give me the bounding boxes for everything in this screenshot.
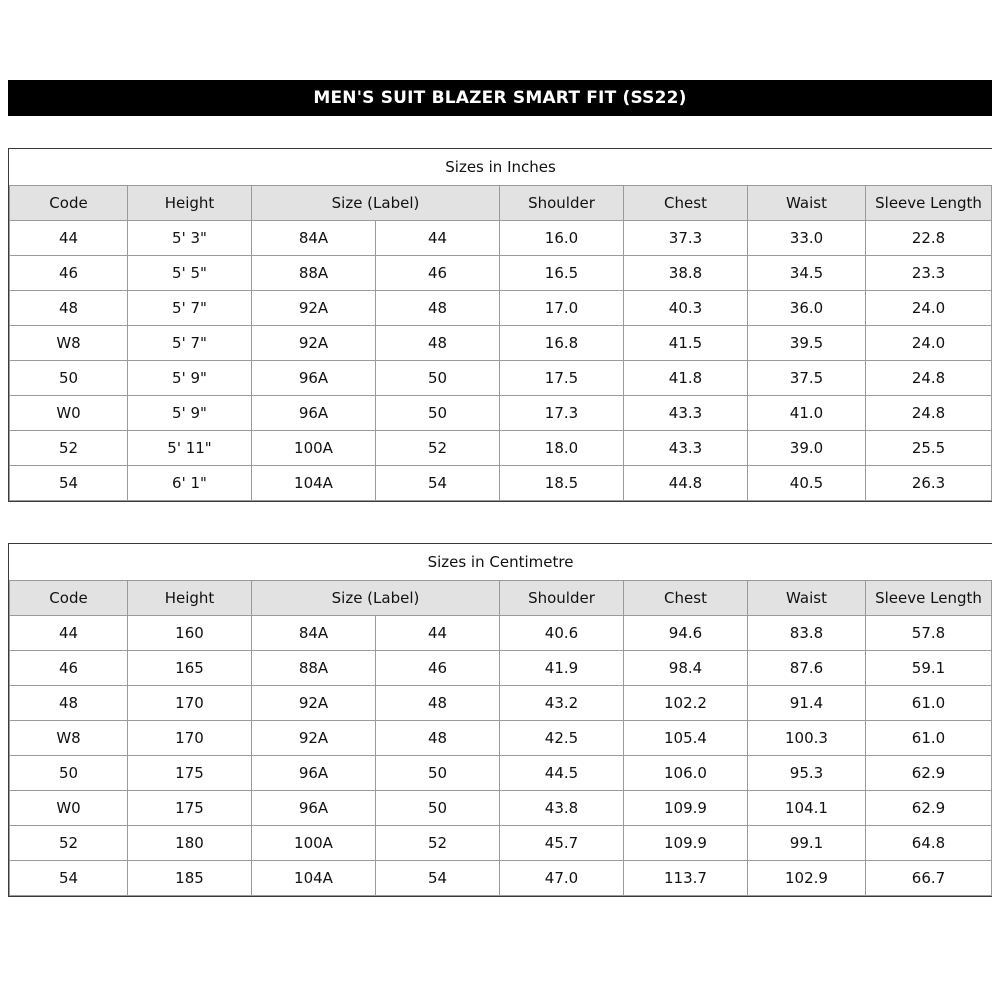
cell-size-label: 104A — [252, 466, 376, 501]
cell-waist: 40.5 — [748, 466, 866, 501]
table-caption: Sizes in Centimetre — [10, 544, 992, 581]
cell-height: 6' 1" — [128, 466, 252, 501]
cell-size-number: 54 — [376, 466, 500, 501]
cell-code: W0 — [10, 791, 128, 826]
table-row — [10, 466, 992, 501]
cell-code: 46 — [10, 256, 128, 291]
cell-sleeve-length: 24.8 — [866, 396, 992, 431]
column-header-waist: Waist — [748, 186, 866, 221]
table-caption-row — [10, 544, 992, 581]
cell-sleeve-length: 57.8 — [866, 616, 992, 651]
cell-code: W0 — [10, 396, 128, 431]
cell-size-number: 50 — [376, 396, 500, 431]
column-header-sleeve-length: Sleeve Length — [866, 186, 992, 221]
cell-height: 5' 9" — [128, 396, 252, 431]
cell-code: 44 — [10, 221, 128, 256]
cell-code: 50 — [10, 756, 128, 791]
column-header-code: Code — [10, 186, 128, 221]
table-caption: Sizes in Inches — [10, 149, 992, 186]
page-title — [8, 80, 992, 116]
cell-sleeve-length: 24.0 — [866, 291, 992, 326]
cell-code: 52 — [10, 431, 128, 466]
cell-chest: 43.3 — [624, 431, 748, 466]
cell-chest: 38.8 — [624, 256, 748, 291]
cell-height: 180 — [128, 826, 252, 861]
table-row — [10, 616, 992, 651]
cell-size-label: 88A — [252, 651, 376, 686]
cell-sleeve-length: 61.0 — [866, 686, 992, 721]
page-title-text: MEN'S SUIT BLAZER SMART FIT (SS22) — [313, 88, 687, 108]
cell-sleeve-length: 25.5 — [866, 431, 992, 466]
cell-waist: 102.9 — [748, 861, 866, 896]
cell-waist: 95.3 — [748, 756, 866, 791]
column-header-chest: Chest — [624, 581, 748, 616]
cell-shoulder: 40.6 — [500, 616, 624, 651]
cell-code: 52 — [10, 826, 128, 861]
cell-code: 44 — [10, 616, 128, 651]
cell-shoulder: 18.5 — [500, 466, 624, 501]
cell-size-label: 84A — [252, 616, 376, 651]
cell-size-number: 48 — [376, 291, 500, 326]
table-row — [10, 791, 992, 826]
cell-size-label: 104A — [252, 861, 376, 896]
cell-waist: 100.3 — [748, 721, 866, 756]
table-row — [10, 291, 992, 326]
cell-sleeve-length: 59.1 — [866, 651, 992, 686]
cell-shoulder: 16.5 — [500, 256, 624, 291]
cell-shoulder: 16.8 — [500, 326, 624, 361]
table-row — [10, 256, 992, 291]
table-header-row — [10, 186, 992, 221]
column-header-shoulder: Shoulder — [500, 581, 624, 616]
table-row — [10, 396, 992, 431]
cell-size-number: 48 — [376, 686, 500, 721]
cell-chest: 98.4 — [624, 651, 748, 686]
cell-chest: 106.0 — [624, 756, 748, 791]
cell-code: 46 — [10, 651, 128, 686]
cell-chest: 94.6 — [624, 616, 748, 651]
cell-size-number: 46 — [376, 256, 500, 291]
table-caption-row — [10, 149, 992, 186]
cell-waist: 33.0 — [748, 221, 866, 256]
table-row — [10, 756, 992, 791]
cell-waist: 104.1 — [748, 791, 866, 826]
column-header-size-label: Size (Label) — [252, 581, 500, 616]
cell-shoulder: 17.5 — [500, 361, 624, 396]
cell-code: 50 — [10, 361, 128, 396]
cell-height: 175 — [128, 791, 252, 826]
table-row — [10, 326, 992, 361]
cell-height: 165 — [128, 651, 252, 686]
column-header-code: Code — [10, 581, 128, 616]
cell-size-label: 100A — [252, 826, 376, 861]
cell-size-label: 96A — [252, 756, 376, 791]
cell-chest: 102.2 — [624, 686, 748, 721]
cell-height: 5' 7" — [128, 291, 252, 326]
cell-size-number: 48 — [376, 721, 500, 756]
cell-sleeve-length: 64.8 — [866, 826, 992, 861]
cell-chest: 44.8 — [624, 466, 748, 501]
cell-shoulder: 44.5 — [500, 756, 624, 791]
cell-size-label: 92A — [252, 326, 376, 361]
cell-sleeve-length: 24.8 — [866, 361, 992, 396]
cell-size-number: 54 — [376, 861, 500, 896]
cell-size-number: 52 — [376, 431, 500, 466]
cell-size-label: 96A — [252, 361, 376, 396]
size-table-centimetre — [8, 543, 992, 897]
table-row — [10, 221, 992, 256]
cell-size-label: 96A — [252, 396, 376, 431]
cell-size-number: 44 — [376, 221, 500, 256]
table-row — [10, 651, 992, 686]
table-row — [10, 861, 992, 896]
table-row — [10, 686, 992, 721]
cell-code: 48 — [10, 686, 128, 721]
cell-sleeve-length: 24.0 — [866, 326, 992, 361]
cell-size-number: 50 — [376, 756, 500, 791]
cell-size-number: 46 — [376, 651, 500, 686]
size-table-inches — [8, 148, 992, 502]
cell-size-number: 50 — [376, 361, 500, 396]
table-row — [10, 826, 992, 861]
cell-waist: 41.0 — [748, 396, 866, 431]
cell-chest: 109.9 — [624, 791, 748, 826]
cell-chest: 113.7 — [624, 861, 748, 896]
column-header-sleeve-length: Sleeve Length — [866, 581, 992, 616]
cell-sleeve-length: 61.0 — [866, 721, 992, 756]
cell-shoulder: 43.2 — [500, 686, 624, 721]
cell-height: 160 — [128, 616, 252, 651]
cell-code: 48 — [10, 291, 128, 326]
cell-waist: 87.6 — [748, 651, 866, 686]
table-centimetre — [9, 544, 992, 896]
cell-size-label: 100A — [252, 431, 376, 466]
cell-sleeve-length: 22.8 — [866, 221, 992, 256]
cell-height: 175 — [128, 756, 252, 791]
cell-chest: 43.3 — [624, 396, 748, 431]
cell-height: 5' 7" — [128, 326, 252, 361]
cell-size-number: 50 — [376, 791, 500, 826]
column-header-chest: Chest — [624, 186, 748, 221]
cell-chest: 41.5 — [624, 326, 748, 361]
table-row — [10, 361, 992, 396]
cell-shoulder: 17.0 — [500, 291, 624, 326]
cell-sleeve-length: 62.9 — [866, 791, 992, 826]
cell-code: W8 — [10, 326, 128, 361]
cell-waist: 99.1 — [748, 826, 866, 861]
cell-size-label: 88A — [252, 256, 376, 291]
cell-sleeve-length: 26.3 — [866, 466, 992, 501]
cell-code: 54 — [10, 861, 128, 896]
cell-shoulder: 16.0 — [500, 221, 624, 256]
cell-size-label: 92A — [252, 686, 376, 721]
cell-code: 54 — [10, 466, 128, 501]
cell-waist: 36.0 — [748, 291, 866, 326]
cell-size-label: 96A — [252, 791, 376, 826]
cell-shoulder: 17.3 — [500, 396, 624, 431]
cell-chest: 41.8 — [624, 361, 748, 396]
column-header-height: Height — [128, 581, 252, 616]
table-header-row — [10, 581, 992, 616]
cell-size-number: 52 — [376, 826, 500, 861]
cell-waist: 91.4 — [748, 686, 866, 721]
cell-height: 5' 5" — [128, 256, 252, 291]
cell-chest: 109.9 — [624, 826, 748, 861]
cell-code: W8 — [10, 721, 128, 756]
cell-size-label: 92A — [252, 721, 376, 756]
cell-size-label: 92A — [252, 291, 376, 326]
cell-waist: 83.8 — [748, 616, 866, 651]
column-header-waist: Waist — [748, 581, 866, 616]
cell-size-number: 44 — [376, 616, 500, 651]
cell-height: 170 — [128, 721, 252, 756]
cell-height: 5' 3" — [128, 221, 252, 256]
cell-size-label: 84A — [252, 221, 376, 256]
cell-size-number: 48 — [376, 326, 500, 361]
column-header-shoulder: Shoulder — [500, 186, 624, 221]
cell-shoulder: 42.5 — [500, 721, 624, 756]
cell-shoulder: 18.0 — [500, 431, 624, 466]
cell-height: 5' 11" — [128, 431, 252, 466]
cell-sleeve-length: 62.9 — [866, 756, 992, 791]
cell-waist: 37.5 — [748, 361, 866, 396]
cell-waist: 34.5 — [748, 256, 866, 291]
cell-shoulder: 47.0 — [500, 861, 624, 896]
cell-waist: 39.0 — [748, 431, 866, 466]
cell-chest: 105.4 — [624, 721, 748, 756]
table-row — [10, 721, 992, 756]
cell-shoulder: 43.8 — [500, 791, 624, 826]
table-row — [10, 431, 992, 466]
cell-sleeve-length: 23.3 — [866, 256, 992, 291]
cell-chest: 37.3 — [624, 221, 748, 256]
column-header-size-label: Size (Label) — [252, 186, 500, 221]
cell-height: 170 — [128, 686, 252, 721]
table-inches — [9, 149, 992, 501]
cell-height: 5' 9" — [128, 361, 252, 396]
cell-height: 185 — [128, 861, 252, 896]
cell-shoulder: 45.7 — [500, 826, 624, 861]
cell-waist: 39.5 — [748, 326, 866, 361]
cell-sleeve-length: 66.7 — [866, 861, 992, 896]
cell-shoulder: 41.9 — [500, 651, 624, 686]
cell-chest: 40.3 — [624, 291, 748, 326]
column-header-height: Height — [128, 186, 252, 221]
